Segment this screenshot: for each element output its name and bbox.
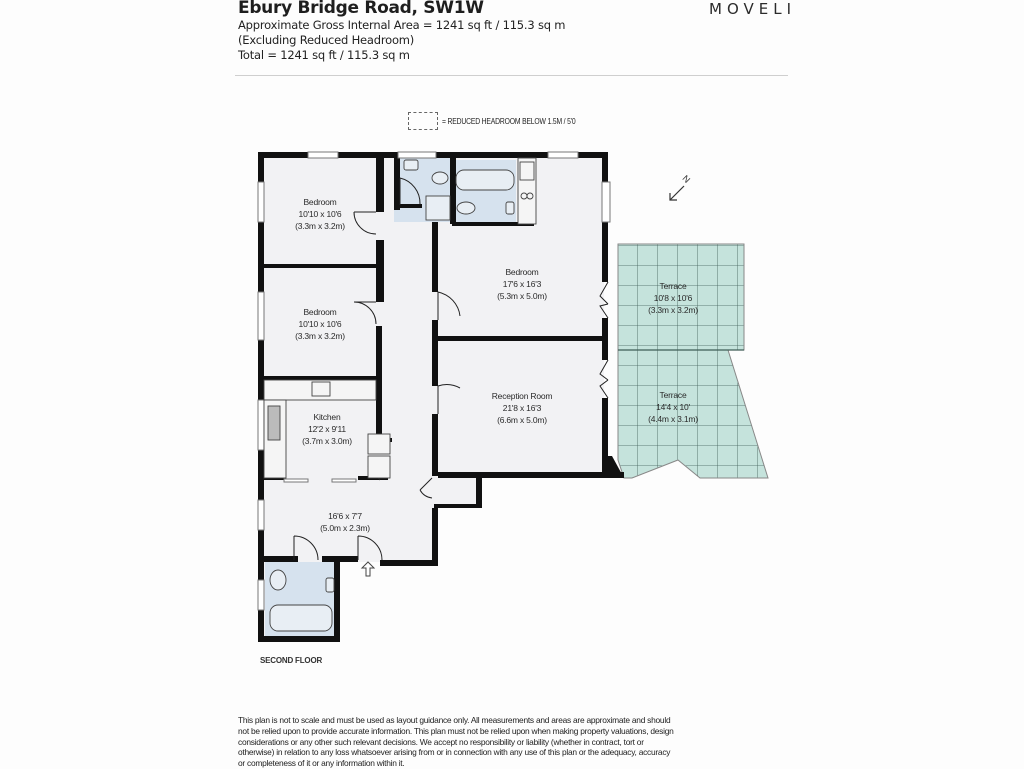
room-size-imperial: 21'8 x 16'3: [502, 403, 542, 413]
compass-label: N: [680, 173, 693, 185]
room-size-imperial: 14'4 x 10': [656, 402, 690, 412]
legend-text: = REDUCED HEADROOM BELOW 1.5M / 5'0: [442, 116, 576, 126]
room-kitchen: [302, 411, 352, 447]
room-size-metric: (3.3m x 3.2m): [295, 331, 345, 341]
room-size-metric: (3.3m x 3.2m): [648, 305, 698, 315]
room-hallway: [320, 510, 370, 534]
room-size-metric: (3.3m x 3.2m): [295, 221, 345, 231]
room-size-metric: (5.0m x 2.3m): [320, 523, 370, 533]
room-size-imperial: 17'6 x 16'3: [502, 279, 542, 289]
room-size-imperial: 10'10 x 10'6: [298, 209, 342, 219]
room-master-bedroom: [497, 266, 547, 302]
disclaimer-text: This plan is not to scale and must be used as layout guidance only. All measurements and areas are approximate and should not be relied upon to provide accurate information. This plan must not be relied upon when making property valuations, design considerations or any other such relevant decisions. We accept no responsibility or liability (whether in contract, tort or otherwise) in relation to any loss whatsoever arising from or in connection with any use of this plan or the adequacy, accuracy or completeness of it or any information within it.: [238, 715, 674, 769]
excluding-note: (Excluding Reduced Headroom): [238, 33, 415, 47]
room-name: Terrace: [659, 281, 687, 291]
room-name: Bedroom: [303, 307, 337, 317]
room-terrace-1: [648, 280, 698, 316]
room-name: Kitchen: [313, 412, 341, 422]
gross-area: Approximate Gross Internal Area = 1241 sq ft / 115.3 sq m: [238, 18, 566, 32]
room-size-metric: (5.3m x 5.0m): [497, 291, 547, 301]
room-bedroom-1: [295, 196, 345, 232]
room-size-metric: (4.4m x 3.1m): [648, 414, 698, 424]
moveli-logo: MOVELI: [709, 0, 797, 18]
room-name: Reception Room: [491, 391, 553, 401]
room-name: Terrace: [659, 390, 687, 400]
room-reception: [492, 390, 553, 426]
room-name: Bedroom: [505, 267, 539, 277]
room-size-imperial: 16'6 x 7'7: [328, 511, 362, 521]
floor-label: SECOND FLOOR: [260, 656, 323, 665]
room-name: Bedroom: [303, 197, 337, 207]
north-arrow-icon: [670, 186, 684, 200]
property-title: Ebury Bridge Road, SW1W: [238, 0, 484, 18]
total-area: Total = 1241 sq ft / 115.3 sq m: [238, 48, 410, 62]
room-bedroom-2: [295, 306, 345, 342]
room-size-imperial: 10'8 x 10'6: [653, 293, 693, 303]
room-terrace-2: [648, 389, 698, 425]
entrance-arrow-icon: [362, 562, 374, 576]
room-size-metric: (6.6m x 5.0m): [497, 415, 547, 425]
room-size-imperial: 12'2 x 9'11: [308, 424, 346, 434]
room-size-imperial: 10'10 x 10'6: [298, 319, 342, 329]
room-size-metric: (3.7m x 3.0m): [302, 436, 352, 446]
